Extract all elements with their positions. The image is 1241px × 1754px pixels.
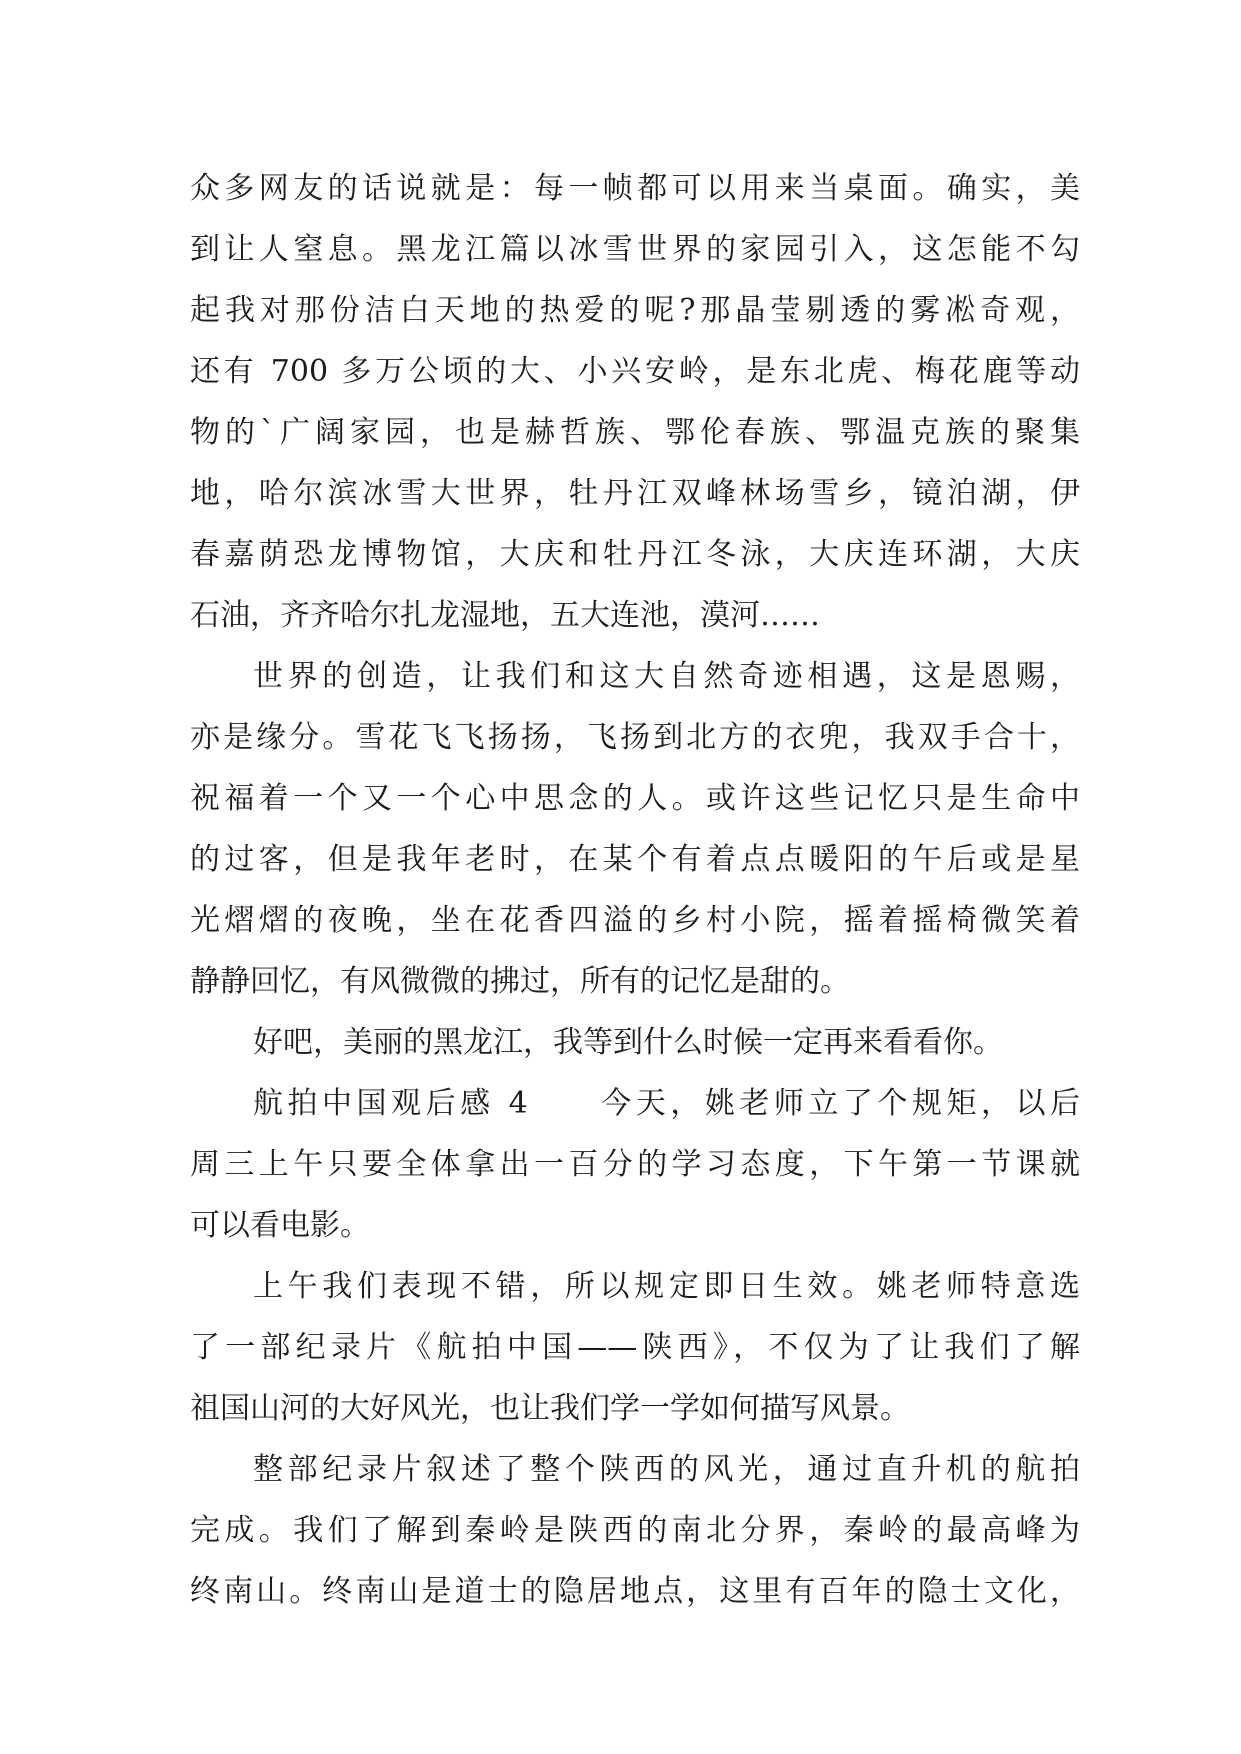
text-line: 地，哈尔滨冰雪大世界，牡丹江双峰林场雪乡，镜泊湖，伊 bbox=[190, 476, 1080, 511]
text-line: 起我对那份洁白天地的热爱的呢?那晶莹剔透的雾凇奇观， bbox=[190, 293, 1080, 328]
paragraph bbox=[190, 1012, 1080, 1073]
text-line: 静静回忆，有风微微的拂过，所有的记忆是甜的。 bbox=[190, 964, 850, 999]
text-line: 还有 700 多万公顷的大、小兴安岭，是东北虎、梅花鹿等动 bbox=[190, 354, 1080, 389]
text-line: 春嘉荫恐龙博物馆，大庆和牡丹江冬泳，大庆连环湖，大庆 bbox=[190, 537, 1080, 572]
text-line: 终南山。终南山是道士的隐居地点，这里有百年的隐士文化， bbox=[190, 1574, 1080, 1609]
text-line: 世界的创造，让我们和这大自然奇迹相遇，这是恩赐， bbox=[253, 659, 1080, 694]
paragraph bbox=[190, 646, 1080, 1012]
text-line: 祝福着一个又一个心中思念的人。或许这些记忆只是生命中 bbox=[190, 781, 1080, 816]
text-line: 好吧，美丽的黑龙江，我等到什么时候一定再来看看你。 bbox=[253, 1025, 1003, 1060]
paragraph bbox=[190, 1256, 1080, 1439]
text-line: 整部纪录片叙述了整个陕西的风光，通过直升机的航拍 bbox=[253, 1452, 1080, 1487]
text-line: 祖国山河的大好风光，也让我们学一学如何描写风景。 bbox=[190, 1391, 910, 1426]
text-line: 光熠熠的夜晚，坐在花香四溢的乡村小院，摇着摇椅微笑着 bbox=[190, 903, 1080, 938]
text-line: 可以看电影。 bbox=[190, 1208, 370, 1243]
paragraph bbox=[190, 158, 1080, 646]
text-line: 上午我们表现不错，所以规定即日生效。姚老师特意选 bbox=[253, 1269, 1080, 1304]
text-line: 航拍中国观后感 4 今天，姚老师立了个规矩，以后 bbox=[253, 1086, 1080, 1121]
body-text bbox=[190, 158, 1080, 1622]
text-line: 到让人窒息。黑龙江篇以冰雪世界的家园引入，这怎能不勾 bbox=[190, 232, 1080, 267]
text-line: 了一部纪录片《航拍中国——陕西》，不仅为了让我们了解 bbox=[190, 1330, 1080, 1365]
text-line: 物的`广阔家园，也是赫哲族、鄂伦春族、鄂温克族的聚集 bbox=[190, 415, 1080, 450]
text-line: 完成。我们了解到秦岭是陕西的南北分界，秦岭的最高峰为 bbox=[190, 1513, 1080, 1548]
text-line: 亦是缘分。雪花飞飞扬扬，飞扬到北方的衣兜，我双手合十， bbox=[190, 720, 1080, 755]
paragraph bbox=[190, 1439, 1080, 1622]
text-line: 的过客，但是我年老时，在某个有着点点暖阳的午后或是星 bbox=[190, 842, 1080, 877]
text-line: 周三上午只要全体拿出一百分的学习态度，下午第一节课就 bbox=[190, 1147, 1080, 1182]
text-line: 众多网友的话说就是：每一帧都可以用来当桌面。确实，美 bbox=[190, 171, 1080, 206]
text-line: 石油，齐齐哈尔扎龙湿地，五大连池，漠河…… bbox=[190, 598, 820, 633]
paragraph bbox=[190, 1073, 1080, 1256]
